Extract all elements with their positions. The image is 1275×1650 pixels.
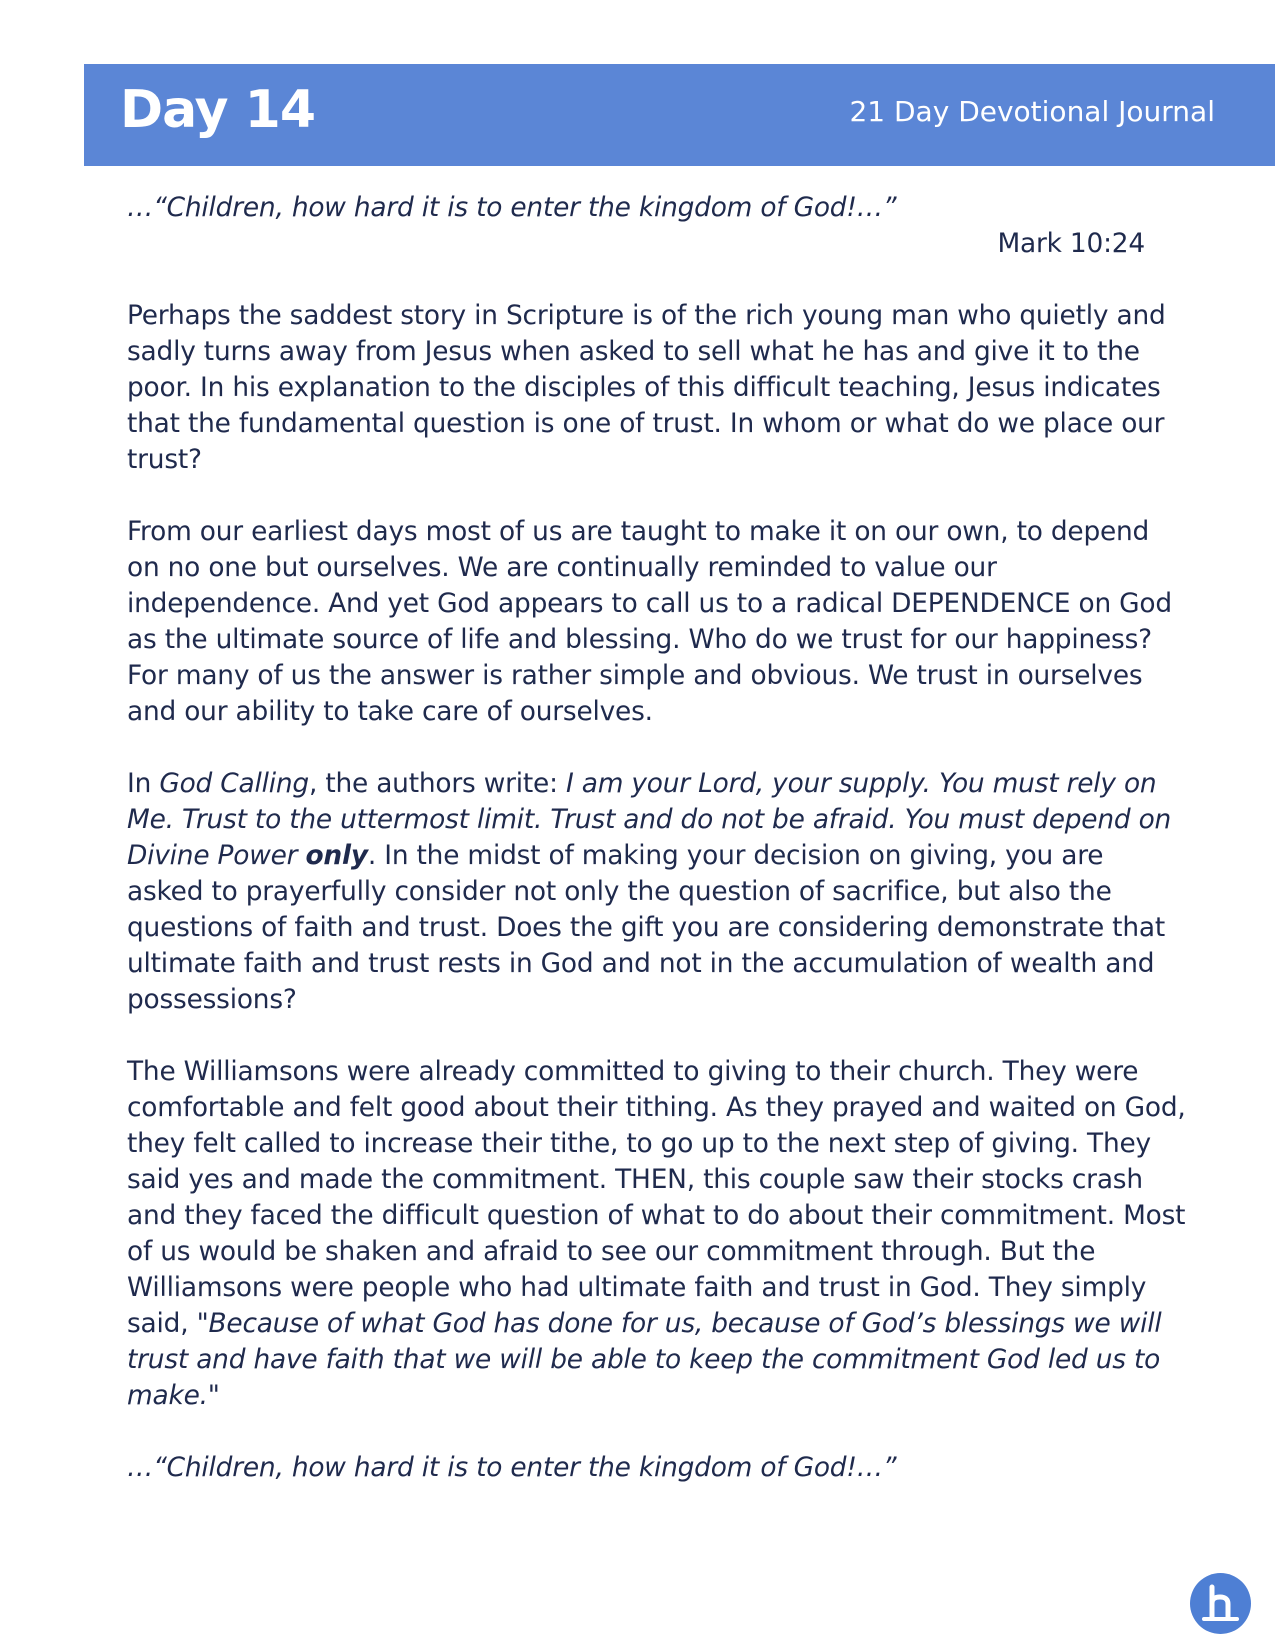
- williamsons-quote: "Because of what God has done for us, because of God’s blessings we will trust and have faith that we will be able to keep the commitment God led us to make.": [127, 1308, 1162, 1411]
- book-title: God Calling: [159, 768, 309, 799]
- devotional-content: [127, 190, 1187, 1486]
- paragraph-4-text: The Williamsons were already committed to giving to their church. They were comfortable and felt good about their tithing. As they prayed and waited on God, they felt called to increase their tithe, to go up to the next step of giving. They said yes and made the commitment. THEN, this couple saw their stocks crash and they faced the difficult question of what to do about their commitment. Most of us would be shaken and afraid to see our commitment through. But the Williamsons were people who had ultimate faith and trust in God. They simply said,: [127, 1056, 1186, 1339]
- emphasis-only: only: [305, 840, 368, 871]
- journal-title: 21 Day Devotional Journal: [849, 95, 1215, 128]
- paragraph-3: [127, 766, 1187, 1018]
- scripture-quote: …“Children, how hard it is to enter the kingdom of God!…”: [127, 192, 897, 223]
- header-bar: [84, 64, 1275, 166]
- day-title: Day 14: [120, 80, 316, 140]
- paragraph-3-rest: . In the midst of making your decision on giving, you are asked to prayerfully consider not only the question of sacrifice, but also the questions of faith and trust. Does the gift you are considering demonstrate that ultimate faith and trust rests in God and not in the accumulation of wealth and possessions?: [127, 840, 1165, 1015]
- scripture-reference: Mark 10:24: [997, 228, 1145, 259]
- paragraph-3-after-title: , the authors write:: [308, 768, 566, 799]
- paragraph-1: Perhaps the saddest story in Scripture is of the rich young man who quietly and sadly turns away from Jesus when asked to sell what he has and give it to the poor. In his explanation to the disciples of this difficult teaching, Jesus indicates that the fundamental question is one of trust. In whom or what do we place our trust?: [127, 300, 1166, 475]
- paragraph-2: From our earliest days most of us are taught to make it on our own, to depend on no one but ourselves. We are continually reminded to value our independence. And yet God appears to call us to a radical DEPENDENCE on God as the ultimate source of life and blessing. Who do we trust for our happiness? For many of us the answer is rather simple and obvious. We trust in ourselves and our ability to take care of ourselves.: [127, 516, 1172, 727]
- paragraph-3-intro: In: [127, 768, 160, 799]
- h-logo-icon: [1190, 1573, 1251, 1634]
- book-quote: I am your Lord, your supply. You must rely on Me. Trust to the uttermost limit. Trust and do not be afraid. You must depend on Divine Power: [127, 768, 1172, 871]
- paragraph-4: [127, 1054, 1187, 1414]
- closing-quote: …“Children, how hard it is to enter the kingdom of God!…”: [127, 1452, 897, 1483]
